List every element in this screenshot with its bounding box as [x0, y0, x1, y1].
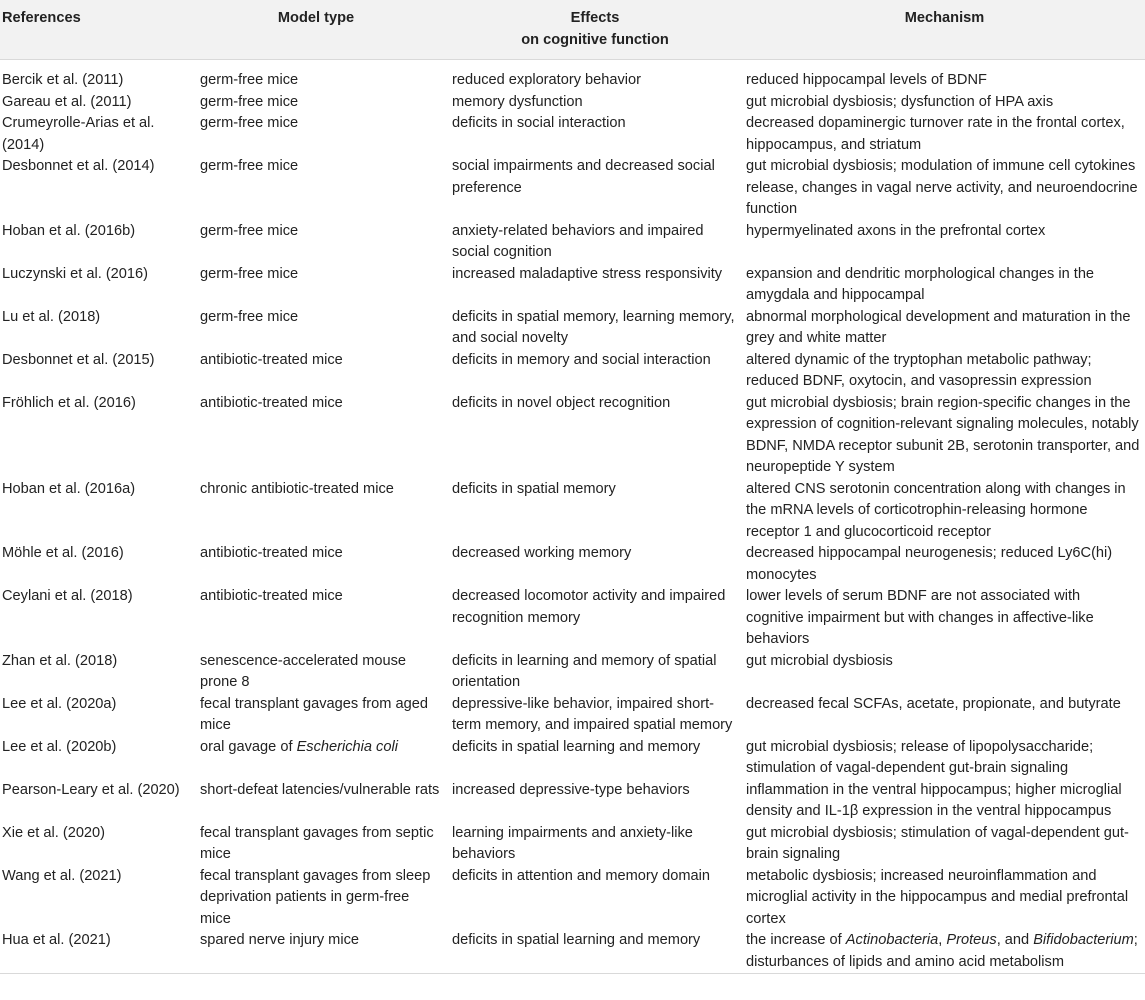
header-model-type: Model type: [186, 0, 446, 60]
cell-reference: Desbonnet et al. (2014): [2, 158, 155, 174]
cell-model-type: antibiotic-treated mice: [200, 351, 343, 368]
cell-mechanism: gut microbial dysbiosis; stimulation of vagal-dependent gut-brain signaling: [746, 824, 1129, 862]
header-row: [0, 0, 1145, 60]
cell-mechanism: gut microbial dysbiosis; dysfunction of HPA axis: [746, 93, 1054, 110]
table-row: [0, 350, 1145, 393]
cell-mechanism: lower levels of serum BDNF are not associated with cognitive impairment but with changes in affective-like behaviors: [746, 588, 1094, 647]
cell-reference: Hoban et al. (2016b): [2, 222, 136, 239]
table-row: [0, 92, 1145, 114]
mechanism-text: the increase of: [746, 932, 846, 948]
table-row: [0, 586, 1145, 651]
cell-mechanism: reduced hippocampal levels of BDNF: [746, 72, 987, 88]
cell-reference: Pearson-Leary et al. (2020): [2, 781, 180, 798]
cell-effects: decreased working memory: [452, 545, 632, 561]
cell-mechanism: gut microbial dysbiosis; release of lipopolysaccharide; stimulation of vagal-dependent gut-brain signaling: [746, 738, 1094, 776]
table-row: [0, 930, 1145, 974]
header-references: References: [0, 0, 186, 60]
cell-model-type: fecal transplant gavages from sleep deprivation patients in germ-free mice: [200, 867, 431, 927]
cell-reference: Bercik et al. (2011): [2, 72, 124, 88]
cell-model-type: [186, 737, 446, 780]
cell-mechanism: altered CNS serotonin concentration along with changes in the mRNA levels of corticotrophin-releasing hormone receptor 1 and glucocorticoid receptor: [746, 480, 1126, 540]
cell-model-type: short-defeat latencies/vulnerable rats: [200, 781, 440, 798]
table-row: [0, 737, 1145, 780]
table-row: [0, 264, 1145, 307]
cell-model-type: germ-free mice: [200, 308, 299, 325]
cell-reference: Wang et al. (2021): [2, 867, 122, 884]
model-text: oral gavage of: [200, 738, 297, 755]
cell-reference: Hoban et al. (2016a): [2, 480, 136, 497]
cell-effects: learning impairments and anxiety-like behaviors: [452, 824, 693, 862]
cell-reference: Zhan et al. (2018): [2, 652, 118, 669]
cell-effects: deficits in memory and social interaction: [452, 351, 711, 368]
mechanism-text: , and: [996, 932, 1034, 948]
cell-effects: memory dysfunction: [452, 93, 583, 110]
cell-effects: deficits in spatial learning and memory: [452, 932, 701, 948]
cell-mechanism: gut microbial dysbiosis; modulation of immune cell cytokines release, changes in vagal nerve activity, and neuroendocrine function: [746, 158, 1138, 217]
cell-mechanism: gut microbial dysbiosis: [746, 652, 893, 669]
cell-mechanism: hypermyelinated axons in the prefrontal cortex: [746, 222, 1046, 239]
table-row: [0, 651, 1145, 694]
cell-effects: social impairments and decreased social preference: [452, 158, 715, 196]
header-effects: [446, 0, 744, 60]
cell-effects: deficits in spatial memory, learning memory, and social novelty: [452, 308, 735, 346]
header-mechanism: Mechanism: [744, 0, 1145, 60]
cell-effects: reduced exploratory behavior: [452, 72, 642, 88]
table-row: [0, 780, 1145, 823]
cell-reference: Lu et al. (2018): [2, 308, 101, 325]
mechanism-text: ,: [938, 932, 947, 948]
taxon-name: Bifidobacterium: [1033, 932, 1134, 948]
cell-reference: Crumeyrolle-Arias et al. (2014): [2, 115, 155, 153]
cell-mechanism: inflammation in the ventral hippocampus; higher microglial density and IL-1β expression in the ventral hippocampus: [746, 781, 1122, 819]
cell-reference: Hua et al. (2021): [2, 932, 111, 948]
cell-mechanism: expansion and dendritic morphological changes in the amygdala and hippocampal: [746, 265, 1095, 303]
cell-model-type: germ-free mice: [200, 93, 299, 110]
cell-effects: depressive-like behavior, impaired short-term memory, and impaired spatial memory: [452, 695, 733, 733]
cell-mechanism: [744, 930, 1145, 974]
cell-model-type: germ-free mice: [200, 158, 299, 174]
header-effects-line1: Effects: [570, 10, 620, 26]
cell-model-type: fecal transplant gavages from aged mice: [200, 695, 428, 733]
cell-model-type: germ-free mice: [200, 115, 299, 131]
table-row: [0, 393, 1145, 479]
table-row: [0, 221, 1145, 264]
cell-effects: anxiety-related behaviors and impaired social cognition: [452, 222, 704, 260]
cell-model-type: senescence-accelerated mouse prone 8: [200, 652, 407, 690]
table-row: [0, 60, 1145, 92]
cell-mechanism: decreased hippocampal neurogenesis; reduced Ly6C(hi) monocytes: [746, 545, 1113, 583]
cell-reference: Luczynski et al. (2016): [2, 265, 149, 282]
cell-reference: Ceylani et al. (2018): [2, 588, 133, 604]
cell-mechanism: abnormal morphological development and maturation in the grey and white matter: [746, 308, 1131, 346]
cell-effects: decreased locomotor activity and impaired recognition memory: [452, 588, 726, 626]
table-row: [0, 156, 1145, 221]
cell-effects: deficits in attention and memory domain: [452, 867, 710, 884]
cell-model-type: fecal transplant gavages from septic mice: [200, 824, 434, 862]
cell-mechanism: decreased dopaminergic turnover rate in the frontal cortex, hippocampus, and striatum: [746, 115, 1125, 153]
cell-model-type: antibiotic-treated mice: [200, 545, 343, 561]
table-row: [0, 694, 1145, 737]
cell-effects: deficits in learning and memory of spatial orientation: [452, 652, 717, 690]
cell-reference: Lee et al. (2020a): [2, 695, 117, 712]
cell-model-type: germ-free mice: [200, 222, 299, 239]
cell-reference: Gareau et al. (2011): [2, 93, 132, 110]
taxon-name: Proteus: [946, 932, 997, 948]
cell-model-type: antibiotic-treated mice: [200, 588, 343, 604]
cell-mechanism: gut microbial dysbiosis; brain region-specific changes in the expression of cognition-relevant signaling molecules, notably BDNF, NMDA receptor subunit 2B, serotonin transporter, and neuropeptide Y system: [746, 394, 1140, 475]
cell-model-type: germ-free mice: [200, 265, 299, 282]
table-row: [0, 307, 1145, 350]
cell-effects: increased maladaptive stress responsivity: [452, 265, 723, 282]
cell-effects: increased depressive-type behaviors: [452, 781, 690, 798]
cell-reference: Lee et al. (2020b): [2, 738, 117, 755]
cell-effects: deficits in social interaction: [452, 115, 626, 131]
mechanism-text: ; disturbances of lipids and amino acid metabolism: [746, 932, 1138, 970]
cell-model-type: antibiotic-treated mice: [200, 394, 343, 411]
table-row: [0, 543, 1145, 586]
cell-effects: deficits in novel object recognition: [452, 394, 671, 411]
cell-reference: Xie et al. (2020): [2, 824, 106, 841]
table-row: [0, 866, 1145, 931]
header-effects-line2: on cognitive function: [521, 31, 669, 48]
cell-mechanism: decreased fecal SCFAs, acetate, propionate, and butyrate: [746, 695, 1121, 712]
cell-reference: Desbonnet et al. (2015): [2, 351, 155, 368]
table-row: [0, 823, 1145, 866]
cell-reference: Möhle et al. (2016): [2, 545, 124, 561]
cell-model-type: germ-free mice: [200, 72, 299, 88]
cell-mechanism: altered dynamic of the tryptophan metabolic pathway; reduced BDNF, oxytocin, and vasopressin expression: [746, 351, 1092, 389]
taxon-name: Actinobacteria: [845, 932, 939, 948]
cell-reference: Fröhlich et al. (2016): [2, 394, 136, 411]
cell-model-type: chronic antibiotic-treated mice: [200, 480, 394, 497]
cell-model-type: spared nerve injury mice: [200, 932, 359, 948]
cell-effects: deficits in spatial memory: [452, 480, 616, 497]
table-row: [0, 479, 1145, 544]
table-row: [0, 113, 1145, 156]
cell-effects: deficits in spatial learning and memory: [452, 738, 701, 755]
species-name: Escherichia coli: [296, 738, 398, 755]
cell-mechanism: metabolic dysbiosis; increased neuroinflammation and microglial activity in the hippocampus and medial prefrontal cortex: [746, 867, 1129, 927]
